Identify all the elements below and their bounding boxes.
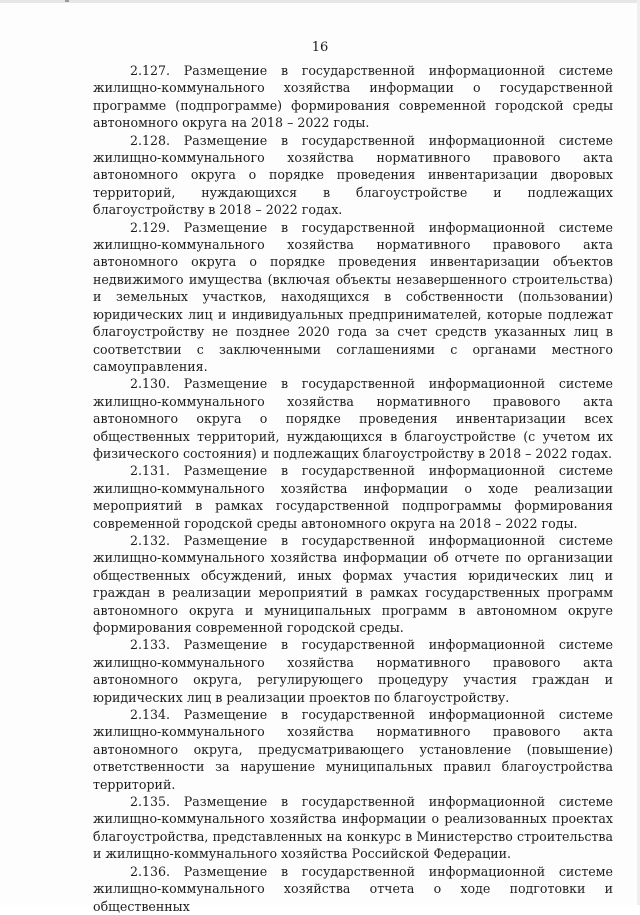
paragraph-2-129: 2.129. Размещение в государственной информационной системе жилищно-коммунального хозяйства нормативного правового акта автономного округа о порядке проведения инвентаризации объектов недвижимого имущества (включая объекты незавершенного строительства) и земельных участков, находящихся в собственности (пользовании) юридических лиц и индивидуальных предпринимателей, которые подлежат благоустройству не позднее 2020 года за счет средств указанных лиц в соответствии с заключенными соглашениями с органами местного самоуправления. [93,219,613,374]
paragraph-2-134: 2.134. Размещение в государственной информационной системе жилищно-коммунального хозяйства нормативного правового акта автономного округа, предусматривающего установление (повышение) ответственности за нарушение муниципальных правил благоустройства территорий. [93,707,613,792]
scan-edge-top [0,0,640,3]
paragraph-2-127: 2.127. Размещение в государственной информационной системе жилищно-коммунального хозяйства информации о государственной программе (подпрограмме) формирования современной городской среды автономного округа на 2018 – 2022 годы. [93,63,613,131]
paragraph-2-131: 2.131. Размещение в государственной информационной системе жилищно-коммунального хозяйства информации о ходе реализации мероприятий в рамках государственной подпрограммы формирования современной городской среды автономного округа на 2018 – 2022 годы. [93,463,613,531]
paragraph-2-135: 2.135. Размещение в государственной информационной системе жилищно-коммунального хозяйства информации о реализованных проектах благоустройства, представленных на конкурс в Министерство строительства и жилищно-коммунального хозяйства Российской Федерации. [93,794,613,862]
paragraph-2-133: 2.133. Размещение в государственной информационной системе жилищно-коммунального хозяйства нормативного правового акта автономного округа, регулирующего процедуру участия граждан и юридических лиц в реализации проектов по благоустройству. [93,637,613,705]
paragraph-2-136: 2.136. Размещение в государственной информационной системе жилищно-коммунального хозяйства отчета о ходе подготовки и общественных [93,863,613,914]
scan-mark [65,0,69,2]
paragraph-2-132: 2.132. Размещение в государственной информационной системе жилищно-коммунального хозяйства информации об отчете по организации общественных обсуждений, иных формах участия юридических лиц и граждан в реализации мероприятий в рамках государственных программ автономного округа и муниципальных программ в автономном округе формирования современной городской среды. [93,532,613,635]
paragraph-2-130: 2.130. Размещение в государственной информационной системе жилищно-коммунального хозяйства нормативного правового акта автономного округа о порядке проведения инвентаризации всех общественных территорий, нуждающихся в благоустройстве (с учетом их физического состояния) и подлежащих благоустройству в 2018 – 2022 годах. [93,376,613,461]
page-number: 16 [311,40,329,55]
paragraph-2-128: 2.128. Размещение в государственной информационной системе жилищно-коммунального хозяйства нормативного правового акта автономного округа о порядке проведения инвентаризации дворовых территорий, нуждающихся в благоустройстве и подлежащих благоустройству в 2018 – 2022 годах. [93,132,613,218]
document-body [93,62,613,915]
